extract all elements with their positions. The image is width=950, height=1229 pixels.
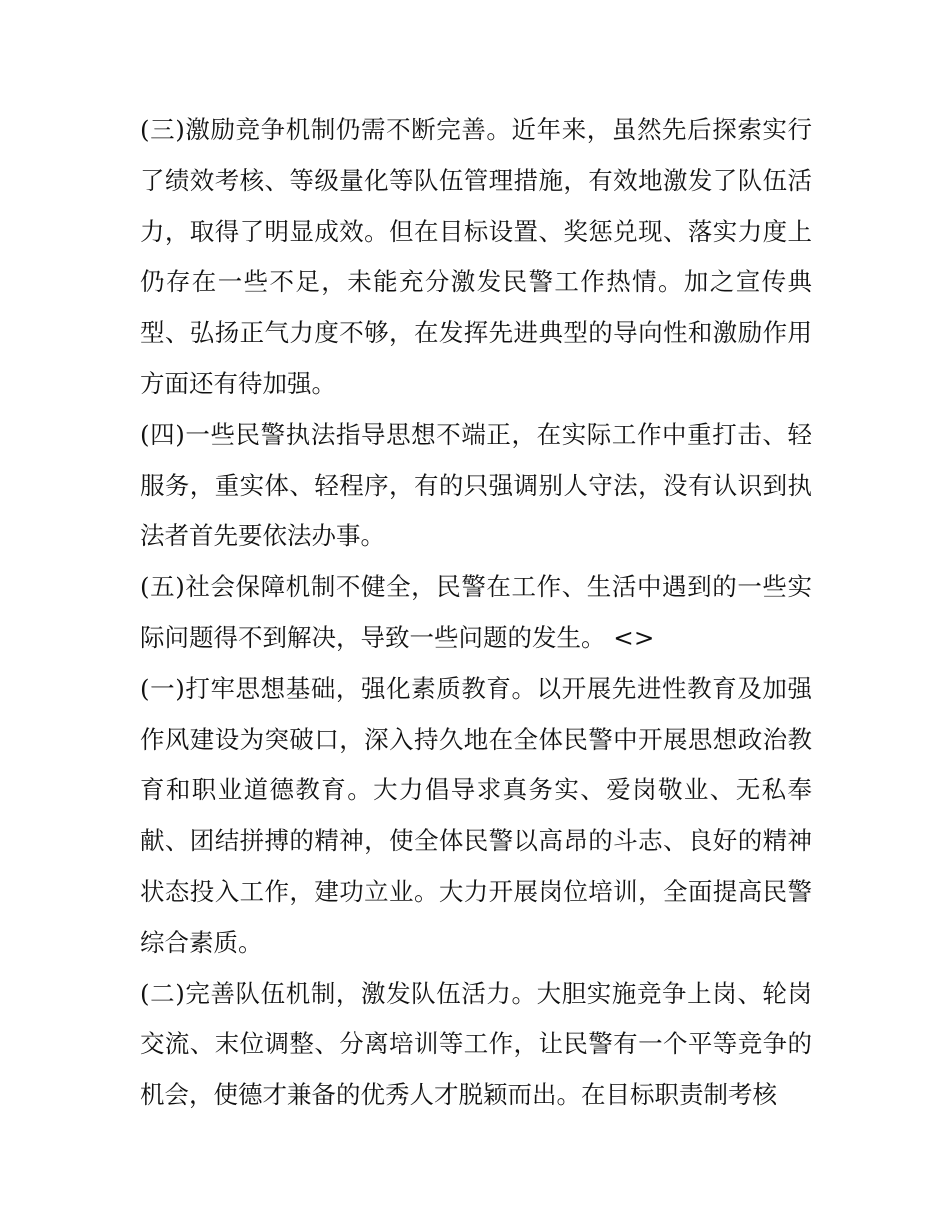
document-body (140, 105, 812, 1121)
paragraph-incentive-mechanism: (三)激励竞争机制仍需不断完善。近年来，虽然先后探索实行了绩效考核、等级量化等队伍管理措施，有效地激发了队伍活力，取得了明显成效。但在目标设置、奖惩兑现、落实力度上仍存在一些不足，未能充分激发民警工作热情。加之宣传典型、弘扬正气力度不够，在发挥先进典型的导向性和激励作用方面还有待加强。 (140, 115, 812, 398)
paragraph-social-security: (五)社会保障机制不健全，民警在工作、生活中遇到的一些实际问题得不到解决，导致一些问题的发生。 <> (140, 572, 812, 652)
paragraph-team-mechanism: (二)完善队伍机制，激发队伍活力。大胆实施竞争上岗、轮岗交流、末位调整、分离培训等工作，让民警有一个平等竞争的机会，使德才兼备的优秀人才脱颖而出。在目标职责制考核 (140, 978, 812, 1110)
paragraph-ideological-foundation: (一)打牢思想基础，强化素质教育。以开展先进性教育及加强作风建设为突破口，深入持久地在全体民警中开展思想政治教育和职业道德教育。大力倡导求真务实、爱岗敬业、无私奉献、团结拼搏的精神，使全体民警以高昂的斗志、良好的精神状态投入工作，建功立业。大力开展岗位培训，全面提高民警综合素质。 (140, 673, 812, 957)
paragraph-law-enforcement: (四)一些民警执法指导思想不端正，在实际工作中重打击、轻服务，重实体、轻程序，有的只强调别人守法，没有认识到执法者首先要依法办事。 (140, 419, 812, 551)
